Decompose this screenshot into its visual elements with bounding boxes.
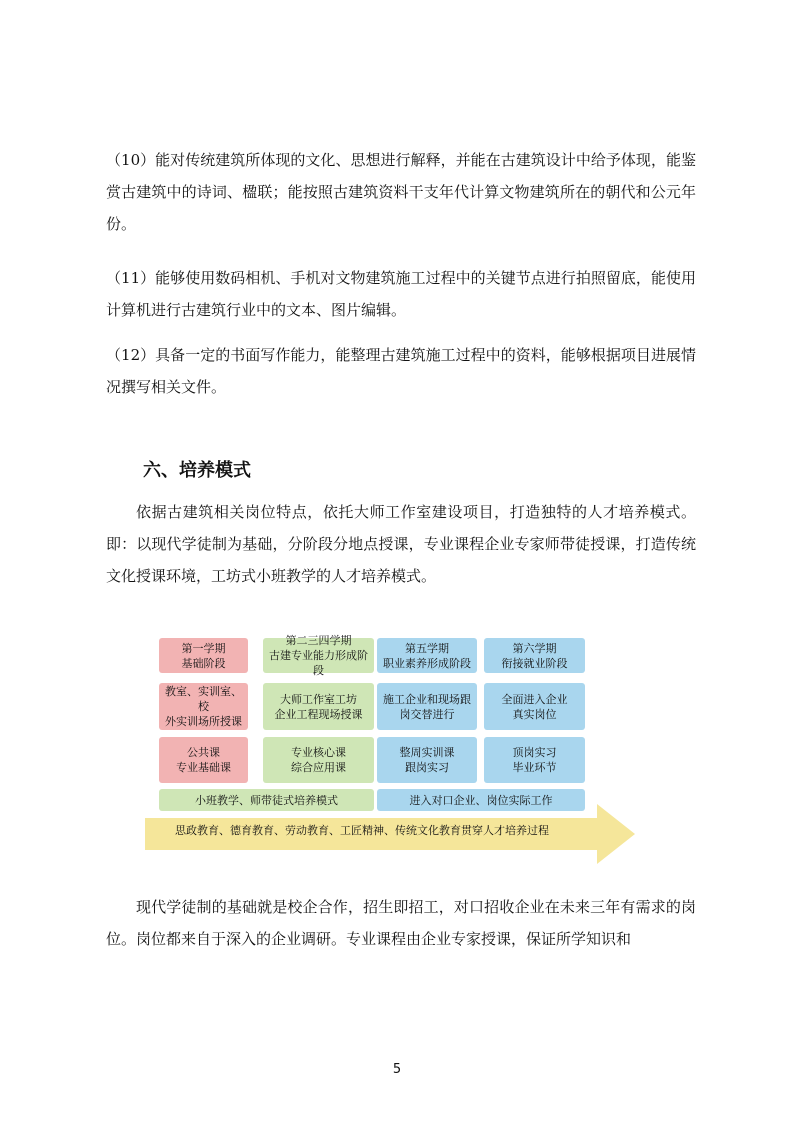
course-label: 整周实训课 跟岗实习: [399, 746, 455, 774]
closing-paragraph: 现代学徒制的基础就是校企合作，招生即招工，对口招收企业在未来三年有需求的岗位。岗位都来自于深入的企业调研。专业课程由企业专家授课，保证所学知识和: [106, 898, 696, 948]
training-mode-diagram: [145, 632, 635, 864]
stage-label: 第二三四学期 古建专业能力形成阶段: [269, 634, 368, 677]
employment-label: 进入对口企业、岗位实际工作: [409, 793, 553, 807]
location-label: 教室、实训室、校 外实训场所授课: [165, 685, 242, 728]
location-box-2: [263, 683, 374, 730]
paragraph-item-10: （10）能对传统建筑所体现的文化、思想进行解释，并能在古建筑设计中给予体现，能鉴赏古建筑中的诗词、楹联；能按照古建筑资料干支年代计算文物建筑所在的朝代和公元年份。: [106, 151, 696, 233]
section-heading: 六、培养模式: [143, 460, 251, 481]
teaching-mode-box: [159, 789, 374, 811]
paragraph-item-11: （11）能够使用数码相机、手机对文物建筑施工过程中的关键节点进行拍照留底，能使用计算机进行古建筑行业中的文本、图片编辑。: [106, 269, 696, 319]
stage-label: 第六学期 衔接就业阶段: [501, 641, 568, 670]
stage-box-semester-6: [484, 638, 585, 673]
intro-paragraph: 依据古建筑相关岗位特点，依托大师工作室建设项目，打造独特的人才培养模式。即：以现代学徒制为基础，分阶段分地点授课，专业课程企业专家师带徒授课，打造传统文化授课环境，工坊式小班教学的人才培养模式。: [106, 503, 696, 585]
stage-label: 第一学期 基础阶段: [181, 641, 226, 670]
stage-label: 第五学期 职业素养形成阶段: [383, 641, 471, 670]
arrow-label: 思政教育、德育教育、劳动教育、工匠精神、传统文化教育贯穿人才培养过程: [175, 824, 549, 837]
course-label: 顶岗实习 毕业环节: [512, 746, 557, 774]
location-label: 大师工作室工坊 企业工程现场授课: [274, 692, 363, 721]
location-label: 施工企业和现场跟 岗交替进行: [383, 692, 471, 721]
course-box-2: [263, 737, 374, 783]
stage-box-semester-5: [377, 638, 477, 673]
stage-box-semester-1: [159, 638, 248, 673]
course-box-1: [159, 737, 248, 783]
page-number: 5: [392, 1062, 402, 1077]
location-box-3: [377, 683, 477, 730]
location-box-1: [159, 683, 248, 730]
course-label: 专业核心课 综合应用课: [291, 746, 346, 774]
location-box-4: [484, 683, 585, 730]
paragraph-item-12: （12）具备一定的书面写作能力，能整理古建筑施工过程中的资料，能够根据项目进展情况撰写相关文件。: [106, 346, 696, 396]
course-box-3: [377, 737, 477, 783]
stage-box-semester-2-4: [263, 634, 374, 677]
employment-box: [377, 789, 585, 811]
course-box-4: [484, 737, 585, 783]
location-label: 全面进入企业 真实岗位: [501, 692, 568, 721]
teaching-mode-label: 小班教学、师带徒式培养模式: [195, 793, 338, 807]
course-label: 公共课 专业基础课: [176, 746, 231, 774]
